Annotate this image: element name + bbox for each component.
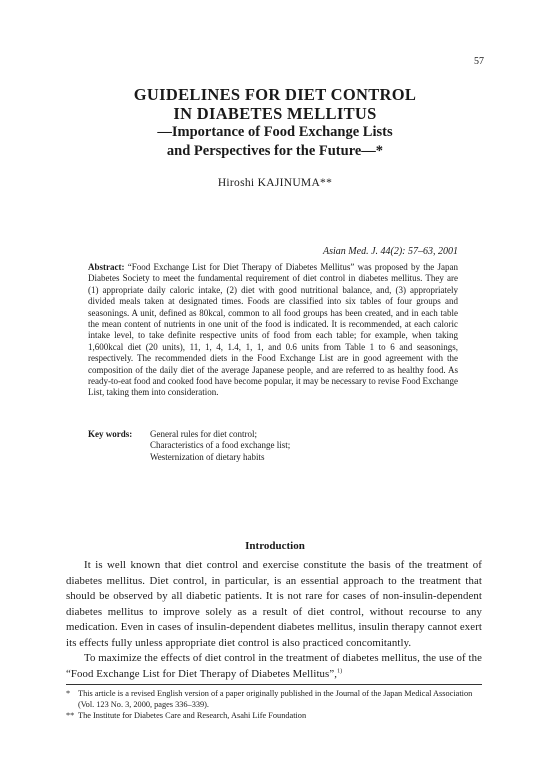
footnote-mark: ** (66, 711, 75, 720)
body-text (66, 558, 482, 682)
author-name: Hiroshi KAJINUMA** (217, 177, 333, 189)
footnotes (66, 688, 486, 721)
keyword-item: Westernization of dietary habits (150, 451, 265, 462)
keywords-list (150, 429, 290, 463)
page-number: 57 (474, 56, 484, 67)
abstract-text: “Food Exchange List for Diet Therapy of Diabetes Mellitus” was proposed by the Japan Diabetes Society to meet the fundamental requirement of diet control in diabetes mellitus. They are (1) appropriate daily caloric intake, (2) diet with good nutritional balance, and, (3) appropriately divided meals taken at designated times. Foods are classified into six tables of four groups and seasonings. A unit, defined as 80kcal, common to all food groups has been created, and in each table the mean content of nutrients in one unit of the food is indicated. It is recommended, at each caloric intake level, to take definite respective units of food from each table; for example, when taking 1,600kcal diet (20 units), 11, 1, 4, 1.4, 1, 1, and 0.6 units from Table 1 to 6 and seasonings, respectively. The recommended diets in the Food Exchange List are in good agreement with the composition of the daily diet of the average Japanese people, and are referred to as healthy food. As ready-to-eat food and cooked food have become popular, it may be necessary to revise Food Exchange List, taking them into consideration. (88, 262, 459, 398)
section-heading-introduction: Introduction (245, 540, 305, 552)
article-title (0, 85, 550, 161)
journal-citation: Asian Med. J. 44(2): 57–63, 2001 (323, 246, 458, 257)
footnote-1 (66, 688, 486, 710)
footnote-mark: * (66, 689, 71, 698)
footnote-text: This article is a revised English version of a paper originally published in the Journal of the Japan Medical Association (Vol. 123 No. 3, 2000, pages 336–339). (78, 689, 473, 709)
footnote-divider (66, 684, 482, 685)
keyword-item: Characteristics of a food exchange list; (150, 440, 291, 451)
body-paragraph-2-text: To maximize the effects of diet control in the treatment of diabetes mellitus, the use of the “Food Exchange List for Diet Therapy of Diabetes Mellitus”, (66, 652, 482, 680)
keywords (88, 429, 290, 463)
subtitle-line-2: and Perspectives for the Future—* (166, 143, 384, 159)
title-line-2: IN DIABETES MELLITUS (173, 104, 377, 123)
keyword-item: General rules for diet control; (150, 429, 257, 439)
body-paragraph-1: It is well known that diet control and exercise constitute the basis of the treatment of diabetes mellitus. Diet control, in particular, is an essential approach to the treatment that should be observed by all diabetic patients. It is not rare for cases of non-insulin-dependent diabetes mellitus to improve solely as a result of diet control, without recourse to any medication. Even in cases of insulin-dependent diabetes mellitus, insulin therapy cannot exert its effects fully unless appropriate diet control is also practiced concomitantly. (66, 559, 482, 649)
footnote-2 (66, 710, 486, 721)
body-paragraph-2 (66, 651, 482, 682)
keywords-label: Key words: (88, 429, 133, 439)
footnote-text: The Institute for Diabetes Care and Research, Asahi Life Foundation (78, 711, 307, 720)
reference-marker: 1) (337, 667, 343, 674)
subtitle-line-1: —Importance of Food Exchange Lists (157, 124, 393, 140)
abstract-label: Abstract: (88, 262, 125, 272)
title-line-1: GUIDELINES FOR DIET CONTROL (133, 85, 417, 104)
abstract (88, 262, 458, 399)
